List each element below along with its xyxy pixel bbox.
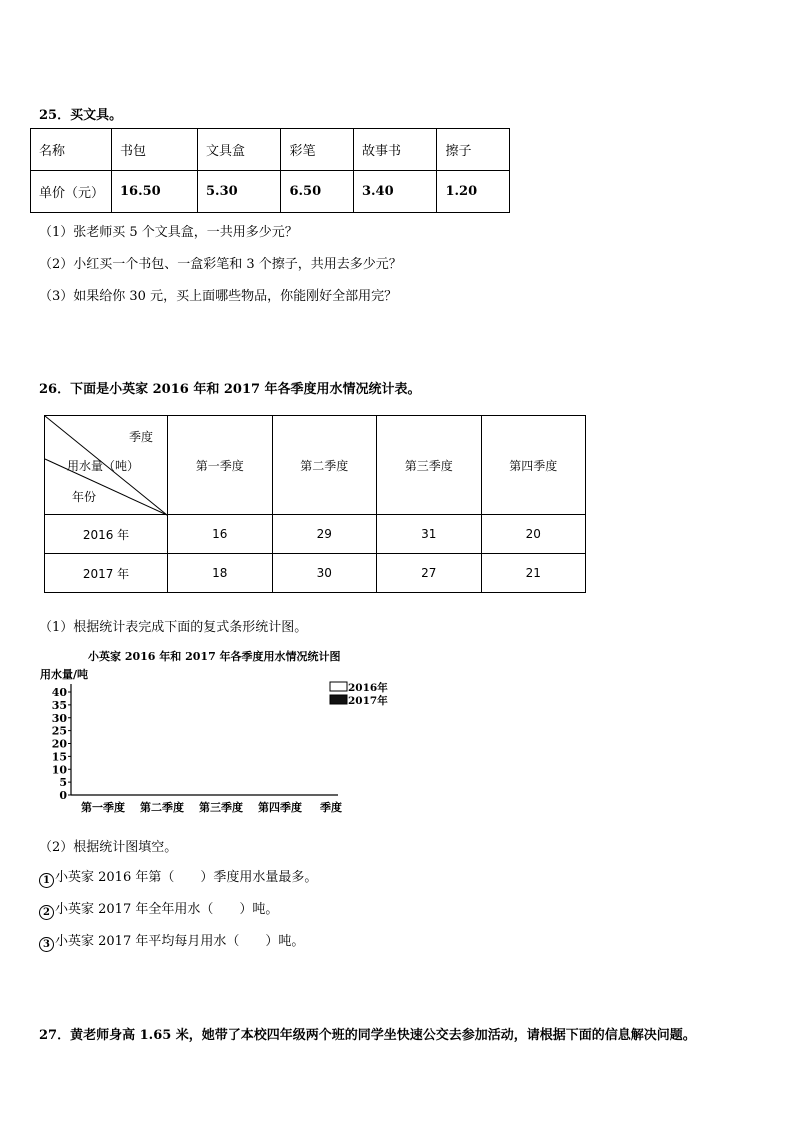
- q25-sub-1: （1）张老师买 5 个文具盒，一共用多少元？: [39, 225, 298, 240]
- y-ticks: [52, 686, 71, 802]
- y-tick-label: 25: [51, 724, 67, 738]
- price-cell: 16.50: [112, 171, 198, 213]
- y-tick-label: 10: [51, 763, 67, 777]
- water-bar-chart: [30, 642, 388, 822]
- price-cell: 5.30: [198, 171, 281, 213]
- row-label: 单价（元）: [31, 171, 112, 213]
- y-tick-label: 15: [51, 750, 67, 764]
- q27-title: 27．黄老师身高 1.65 米，她带了本校四年级两个班的同学坐快速公交去参加活动，请根据下面的信息解决问题。: [39, 1028, 696, 1043]
- price-table-header-row: [31, 129, 510, 171]
- fill-blank-text: 小英家 2017 年全年用水（ ）吨。: [55, 902, 279, 917]
- header-cell: 文具盒: [198, 129, 281, 171]
- value-cell: 27: [377, 554, 482, 593]
- value-cell: 31: [377, 515, 482, 554]
- y-axis-label: 用水量/吨: [40, 668, 89, 681]
- y-tick-label: 40: [51, 686, 67, 699]
- header-cell: 书包: [112, 129, 198, 171]
- legend-swatch-2017: [330, 695, 347, 704]
- price-cell: 3.40: [353, 171, 436, 213]
- price-table: [30, 128, 510, 213]
- price-cell: 1.20: [437, 171, 510, 213]
- legend: [330, 681, 388, 707]
- q25-title: 25．买文具。: [39, 108, 123, 123]
- fill-blank-text: 小英家 2017 年平均每月用水（ ）吨。: [55, 934, 305, 949]
- quarter-header: 第四季度: [481, 416, 586, 515]
- corner-label-quarter: 季度: [129, 430, 154, 444]
- fill-blank-3: [39, 930, 304, 952]
- q26-sub-2: （2）根据统计图填空。: [39, 840, 178, 855]
- corner-cell: [45, 416, 168, 515]
- header-cell: 彩笔: [281, 129, 354, 171]
- quarter-header: 第二季度: [272, 416, 377, 515]
- x-axis-label: 季度: [320, 801, 342, 814]
- year-cell: 2016 年: [45, 515, 168, 554]
- value-cell: 29: [272, 515, 377, 554]
- quarter-header: 第三季度: [377, 416, 482, 515]
- corner-label-year: 年份: [72, 490, 97, 504]
- price-cell: 6.50: [281, 171, 354, 213]
- header-cell: 擦子: [437, 129, 510, 171]
- legend-label-2016: 2016年: [348, 682, 388, 694]
- water-table-row-2016: [45, 515, 586, 554]
- value-cell: 16: [168, 515, 273, 554]
- x-category-label: 第三季度: [199, 801, 243, 814]
- water-table-row-2017: [45, 554, 586, 593]
- x-category-label: 第二季度: [140, 801, 184, 814]
- quarter-header: 第一季度: [168, 416, 273, 515]
- q25-sub-3: （3）如果给你 30 元，买上面哪些物品，你能刚好全部用完？: [39, 289, 398, 304]
- legend-swatch-2016: [330, 682, 347, 691]
- y-tick-label: 35: [51, 698, 67, 712]
- fill-blank-1: [39, 866, 317, 888]
- q26-sub-1: （1）根据统计表完成下面的复式条形统计图。: [39, 620, 308, 635]
- x-category-label: 第四季度: [258, 801, 302, 814]
- water-usage-table: [44, 415, 586, 593]
- header-cell: 名称: [31, 129, 112, 171]
- value-cell: 20: [481, 515, 586, 554]
- value-cell: 18: [168, 554, 273, 593]
- y-tick-label: 30: [51, 711, 67, 725]
- chart-axes: [71, 684, 338, 795]
- circled-number: 3: [39, 937, 54, 952]
- y-tick-label: 20: [51, 737, 67, 751]
- value-cell: 30: [272, 554, 377, 593]
- q25-sub-2: （2）小红买一个书包、一盒彩笔和 3 个擦子，共用去多少元？: [39, 257, 402, 272]
- value-cell: 21: [481, 554, 586, 593]
- corner-label-usage: 用水量（吨）: [67, 459, 140, 473]
- fill-blank-2: [39, 898, 278, 920]
- header-cell: 故事书: [353, 129, 436, 171]
- circled-number: 1: [39, 873, 54, 888]
- water-table-header-row: [45, 416, 586, 515]
- y-tick-label: 0: [59, 789, 67, 802]
- year-cell: 2017 年: [45, 554, 168, 593]
- y-tick-label: 5: [59, 776, 67, 790]
- price-table-data-row: [31, 171, 510, 213]
- x-category-label: 第一季度: [81, 801, 125, 814]
- legend-label-2017: 2017年: [348, 695, 388, 707]
- q26-title: 26．下面是小英家 2016 年和 2017 年各季度用水情况统计表。: [39, 382, 421, 397]
- chart-title: 小英家 2016 年和 2017 年各季度用水情况统计图: [88, 650, 341, 663]
- x-categories: [81, 800, 302, 814]
- fill-blank-text: 小英家 2016 年第（ ）季度用水量最多。: [55, 870, 318, 885]
- circled-number: 2: [39, 905, 54, 920]
